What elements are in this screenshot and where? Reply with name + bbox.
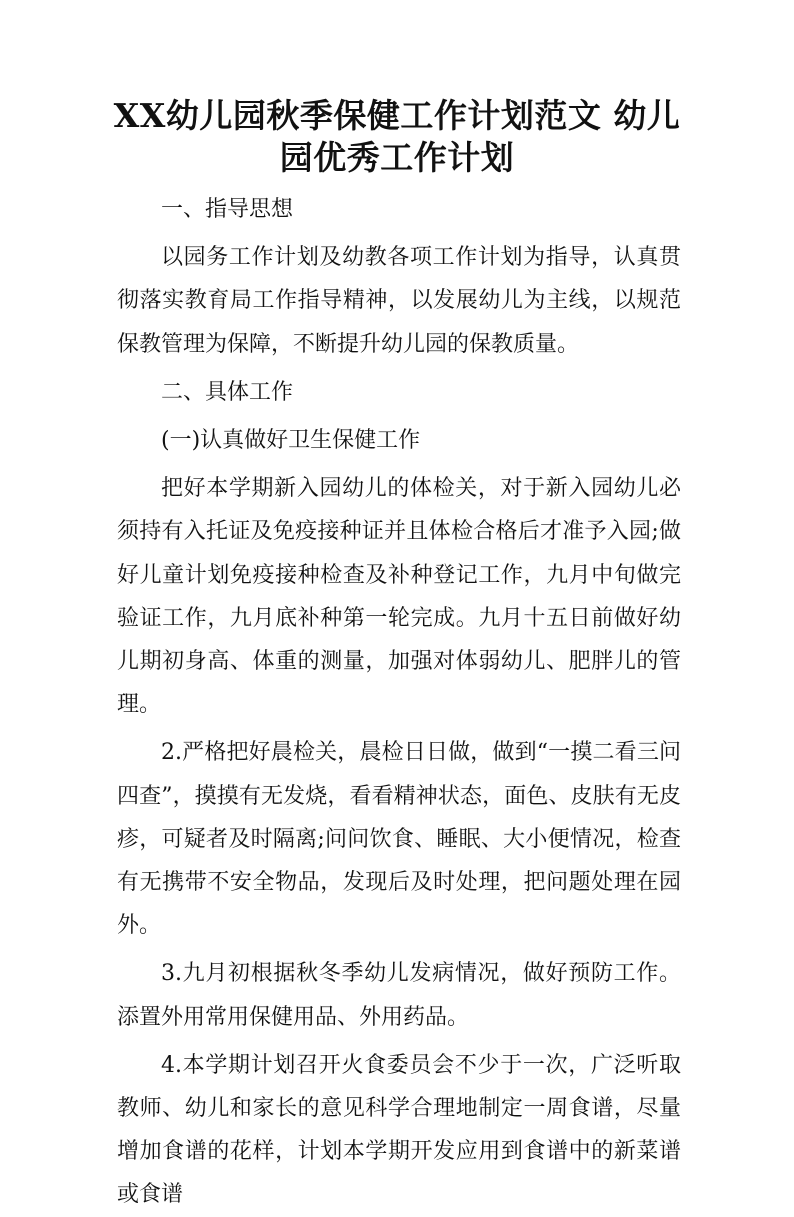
section-heading-specific-work: 二、具体工作 [161,379,294,405]
document-body [117,188,681,1217]
document-title [100,95,694,179]
paragraph-guiding-thought: 以园务工作计划及幼教各项工作计划为指导，认真贯彻落实教育局工作指导精神，以发展幼儿为主线，以规范保教管理为保障，不断提升幼儿园的保教质量。 [117,245,681,357]
title-line-1: XX幼儿园秋季保健工作计划范文 幼儿 [113,96,681,135]
paragraph-admission-checkup: 把好本学期新入园幼儿的体检关，对于新入园幼儿必须持有入托证及免疫接种证并且体检合格后才准予入园;做好儿童计划免疫接种检查及补种登记工作，九月中旬做完验证工作，九月底补种第一轮完成。九月十五日前做好幼儿期初身高、体重的测量，加强对体弱幼儿、肥胖儿的管理。 [117,476,681,718]
paragraph-prevention: 3.九月初根据秋冬季幼儿发病情况，做好预防工作。添置外用常用保健用品、外用药品。 [117,961,681,1030]
section-heading-guiding-thought: 一、指导思想 [161,197,294,222]
paragraph-morning-check: 2.严格把好晨检关，晨检日日做，做到“一摸二看三问四查”，摸摸有无发烧，看看精神状态，面色、皮肤有无皮疹，可疑者及时隔离;问问饮食、睡眠、大小便情况，检查有无携带不安全物品，发现后及时处理，把问题处理在园外。 [117,740,681,939]
paragraph-food-committee: 4.本学期计划召开火食委员会不少于一次，广泛听取教师、幼儿和家长的意见科学合理地制定一周食谱，尽量增加食谱的花样，计划本学期开发应用到食谱中的新菜谱或食谱 [117,1052,681,1208]
subsection-heading-health-care: (一)认真做好卫生保健工作 [161,428,421,454]
title-line-2: 园优秀工作计划 [279,138,515,177]
